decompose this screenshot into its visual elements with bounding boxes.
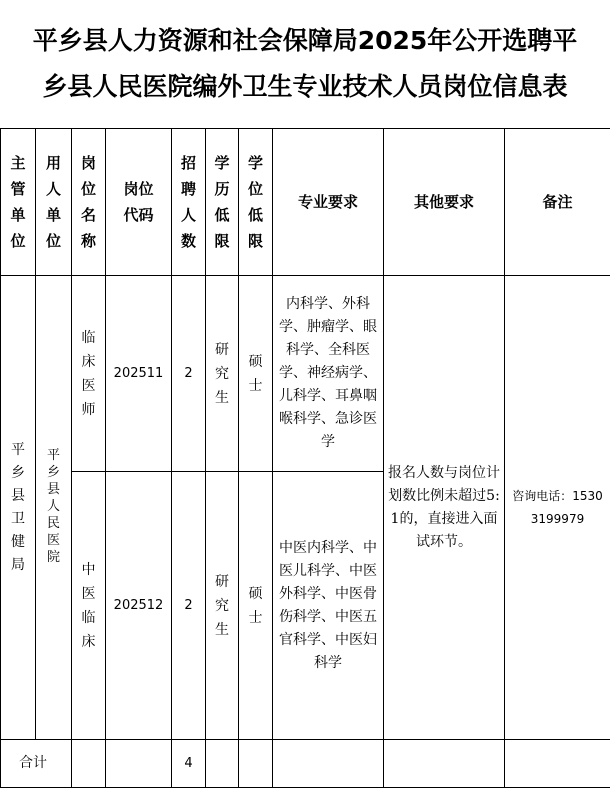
- code-cell: 202511: [106, 276, 172, 472]
- table-row: [1, 276, 610, 472]
- title-line-2: 乡县人民医院编外卫生专业技术人员岗位信息表: [42, 64, 567, 110]
- position-cell: 中医临床: [72, 472, 106, 740]
- empty-cell: [72, 740, 106, 788]
- count-cell: 2: [172, 472, 206, 740]
- education-cell: 研究生: [206, 276, 239, 472]
- dept-cell: 平乡县卫健局: [1, 276, 36, 740]
- position-cell: 临床医师: [72, 276, 106, 472]
- code-cell: 202512: [106, 472, 172, 740]
- title-line-1: 平乡县人力资源和社会保障局2025年公开选聘平: [33, 18, 578, 64]
- education-cell: 研究生: [206, 472, 239, 740]
- header-position: 岗位名称: [72, 129, 106, 276]
- degree-cell: 硕士: [239, 276, 273, 472]
- empty-cell: [273, 740, 384, 788]
- empty-cell: [239, 740, 273, 788]
- header-other: 其他要求: [384, 129, 505, 276]
- header-dept: 主管单位: [1, 129, 36, 276]
- total-count: 4: [172, 740, 206, 788]
- page-title: [0, 0, 610, 128]
- total-row: [1, 740, 610, 788]
- major-cell: 内科学、外科学、肿瘤学、眼科学、全科医学、神经病学、儿科学、耳鼻咽喉科学、急诊医学: [273, 276, 384, 472]
- header-major: 专业要求: [273, 129, 384, 276]
- header-count: 招聘人数: [172, 129, 206, 276]
- degree-cell: 硕士: [239, 472, 273, 740]
- total-label: 合计: [1, 740, 72, 788]
- count-cell: 2: [172, 276, 206, 472]
- major-cell: 中医内科学、中医儿科学、中医外科学、中医骨伤科学、中医五官科学、中医妇科学: [273, 472, 384, 740]
- empty-cell: [505, 740, 610, 788]
- header-remark: 备注: [505, 129, 610, 276]
- header-education: 学历低限: [206, 129, 239, 276]
- other-requirement-cell: 报名人数与岗位计划数比例未超过5:1的，直接进入面试环节。: [384, 276, 505, 740]
- employer-cell: 平乡县人民医院: [36, 276, 72, 740]
- header-employer: 用人单位: [36, 129, 72, 276]
- empty-cell: [206, 740, 239, 788]
- empty-cell: [384, 740, 505, 788]
- header-degree: 学位低限: [239, 129, 273, 276]
- header-code: 岗位代码: [106, 129, 172, 276]
- empty-cell: [106, 740, 172, 788]
- position-table: [0, 128, 610, 788]
- remark-cell: 咨询电话：15303199979: [505, 276, 610, 740]
- header-row: [1, 129, 610, 276]
